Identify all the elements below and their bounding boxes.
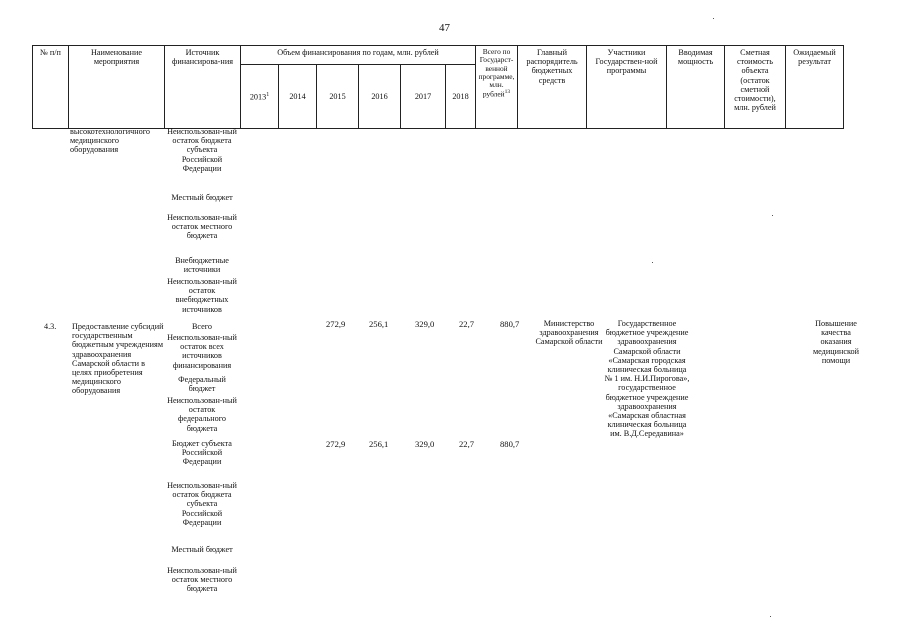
row-4-3-participants: Государственное бюджетное учреждение здравоохранения Самарской области «Самарская городская клиническая больница № 1 им. Н.И.Пирогова», государственное бюджетное учреждение здравоохранения «Самарская областная клиническая больница им. В.Д.Середавина» bbox=[604, 319, 690, 439]
scan-speck bbox=[713, 18, 714, 19]
page-number: 47 bbox=[439, 22, 450, 34]
prev-source-0: Неиспользован-ный остаток бюджета субъекта Российской Федерации bbox=[167, 127, 237, 173]
prev-source-1: Местный бюджет bbox=[171, 193, 233, 202]
scan-speck bbox=[772, 215, 773, 216]
header-year-2016: 2016 bbox=[359, 65, 401, 129]
row-4-3-source-6: Местный бюджет bbox=[171, 545, 233, 554]
row-4-3-source-5: Неиспользован-ный остаток бюджета субъекта Российской Федерации bbox=[167, 481, 237, 527]
header-name: Наименование мероприятия bbox=[69, 46, 165, 129]
value-regional-2018: 22,7 bbox=[459, 439, 475, 449]
value-total-2015: 272,9 bbox=[326, 319, 346, 329]
program-table-header bbox=[32, 45, 844, 129]
header-participants: Участники Государствен-ной программы bbox=[587, 46, 667, 129]
scan-speck bbox=[652, 262, 653, 263]
row-4-3-name: Предоставление субсидий государственным бюджетным учреждениям здравоохранения Самарской области в целях приобретения медицинского оборудования bbox=[72, 322, 164, 396]
prev-source-4: Неиспользован-ный остаток внебюджетных источников bbox=[167, 277, 237, 314]
header-capacity: Вводимая мощность bbox=[667, 46, 725, 129]
header-num: № п/п bbox=[33, 46, 69, 129]
row-4-3-source-3: Неиспользован-ный остаток федерального бюджета bbox=[167, 396, 237, 433]
prev-source-3: Внебюджетные источники bbox=[175, 256, 229, 275]
scan-speck bbox=[770, 616, 771, 617]
row-4-3-source-2: Федеральный бюджет bbox=[178, 375, 226, 394]
header-total: Всего по Государст-венной программе, млн. рублей$^{13}$ bbox=[476, 46, 518, 129]
row-4-3-source-1: Неиспользован-ный остаток всех источников финансирования bbox=[167, 333, 237, 370]
value-total-2017: 329,0 bbox=[415, 319, 435, 329]
row-4-3-source-4: Бюджет субъекта Российской Федерации bbox=[172, 439, 232, 467]
value-total-2016: 256,1 bbox=[369, 319, 389, 329]
row-4-3-result: Повышение качества оказания медицинской помощи bbox=[812, 319, 860, 365]
header-year-2013: 2013$^1$ bbox=[241, 65, 279, 129]
value-regional-sum: 880,7 bbox=[500, 439, 520, 449]
header-manager: Главный распорядитель бюджетных средств bbox=[518, 46, 587, 129]
value-regional-2015: 272,9 bbox=[326, 439, 346, 449]
row-4-3-manager: Министерство здравоохранения Самарской области bbox=[535, 319, 603, 347]
prev-row-name-tail: высокотехнологичного медицинского оборудования bbox=[70, 127, 150, 155]
value-total-sum: 880,7 bbox=[500, 319, 520, 329]
row-4-3-num: 4.3. bbox=[44, 322, 57, 331]
prev-source-2: Неиспользован-ный остаток местного бюджета bbox=[167, 213, 237, 241]
header-year-2014: 2014 bbox=[279, 65, 317, 129]
header-year-2015: 2015 bbox=[317, 65, 359, 129]
row-4-3-source-7: Неиспользован-ный остаток местного бюджета bbox=[167, 566, 237, 594]
value-regional-2016: 256,1 bbox=[369, 439, 389, 449]
header-source: Источник финансирова-ния bbox=[165, 46, 241, 129]
row-4-3-source-0: Всего bbox=[191, 322, 213, 331]
value-regional-2017: 329,0 bbox=[415, 439, 435, 449]
header-result: Ожидаемый результат bbox=[786, 46, 844, 129]
value-total-2018: 22,7 bbox=[459, 319, 475, 329]
header-year-2018: 2018 bbox=[446, 65, 476, 129]
header-financing-group: Объем финансирования по годам, млн. рублей bbox=[241, 46, 476, 65]
header-estimate: Сметная стоимость объекта (остаток сметной стоимости), млн. рублей bbox=[725, 46, 786, 129]
header-year-2017: 2017 bbox=[401, 65, 446, 129]
